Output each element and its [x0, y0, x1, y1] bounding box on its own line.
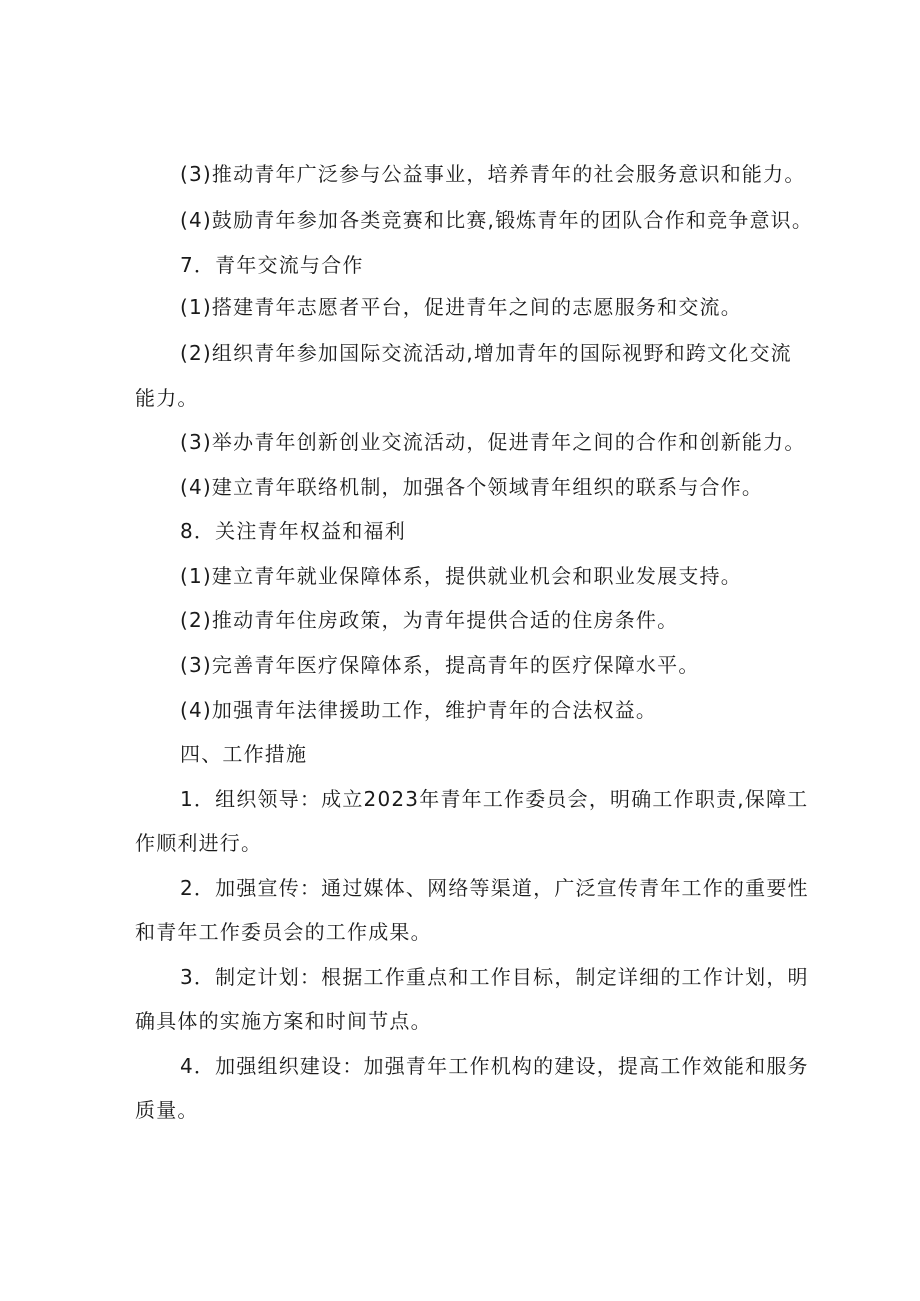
- paragraph-line: (2)推动青年住房政策，为青年提供合适的住房条件。: [180, 608, 679, 632]
- paragraph-line: (4)建立青年联络机制，加强各个领域青年组织的联系与合作。: [180, 475, 764, 499]
- paragraph-line: (4)加强青年法律援助工作，维护青年的合法权益。: [180, 698, 658, 722]
- paragraph-line: 作顺利进行。: [135, 831, 263, 855]
- paragraph-line: (3)举办青年创新创业交流活动，促进青年之间的合作和创新能力。: [180, 430, 806, 454]
- paragraph-line: 2．加强宣传：通过媒体、网络等渠道，广泛宣传青年工作的重要性: [180, 876, 809, 900]
- section-heading: 7．青年交流与合作: [180, 253, 364, 277]
- paragraph-line: (3)完善青年医疗保障体系，提高青年的医疗保障水平。: [180, 653, 700, 677]
- paragraph-line: 确具体的实施方案和时间节点。: [135, 1009, 432, 1033]
- paragraph-line: (4)鼓励青年参加各类竞赛和比赛,锻炼青年的团队合作和竞争意识。: [180, 208, 814, 232]
- paragraph-line: 质量。: [135, 1098, 199, 1122]
- paragraph-line: 3．制定计划：根据工作重点和工作目标，制定详细的工作计划，明: [180, 965, 809, 989]
- paragraph-line: 4．加强组织建设：加强青年工作机构的建设，提高工作效能和服务: [180, 1054, 809, 1078]
- paragraph-line: (3)推动青年广泛参与公益事业，培养青年的社会服务意识和能力。: [180, 162, 806, 186]
- paragraph-line: (1)搭建青年志愿者平台，促进青年之间的志愿服务和交流。: [180, 295, 742, 319]
- section-heading: 四、工作措施: [180, 742, 308, 766]
- section-heading: 8．关注青年权益和福利: [180, 519, 406, 543]
- paragraph-line: 和青年工作委员会的工作成果。: [135, 920, 432, 944]
- paragraph-line: 能力。: [135, 386, 199, 410]
- paragraph-line: (1)建立青年就业保障体系，提供就业机会和职业发展支持。: [180, 564, 742, 588]
- paragraph-line: 1．组织领导：成立2023年青年工作委员会，明确工作职责,保障工: [180, 787, 809, 811]
- paragraph-line: (2)组织青年参加国际交流活动,增加青年的国际视野和跨文化交流: [180, 341, 792, 365]
